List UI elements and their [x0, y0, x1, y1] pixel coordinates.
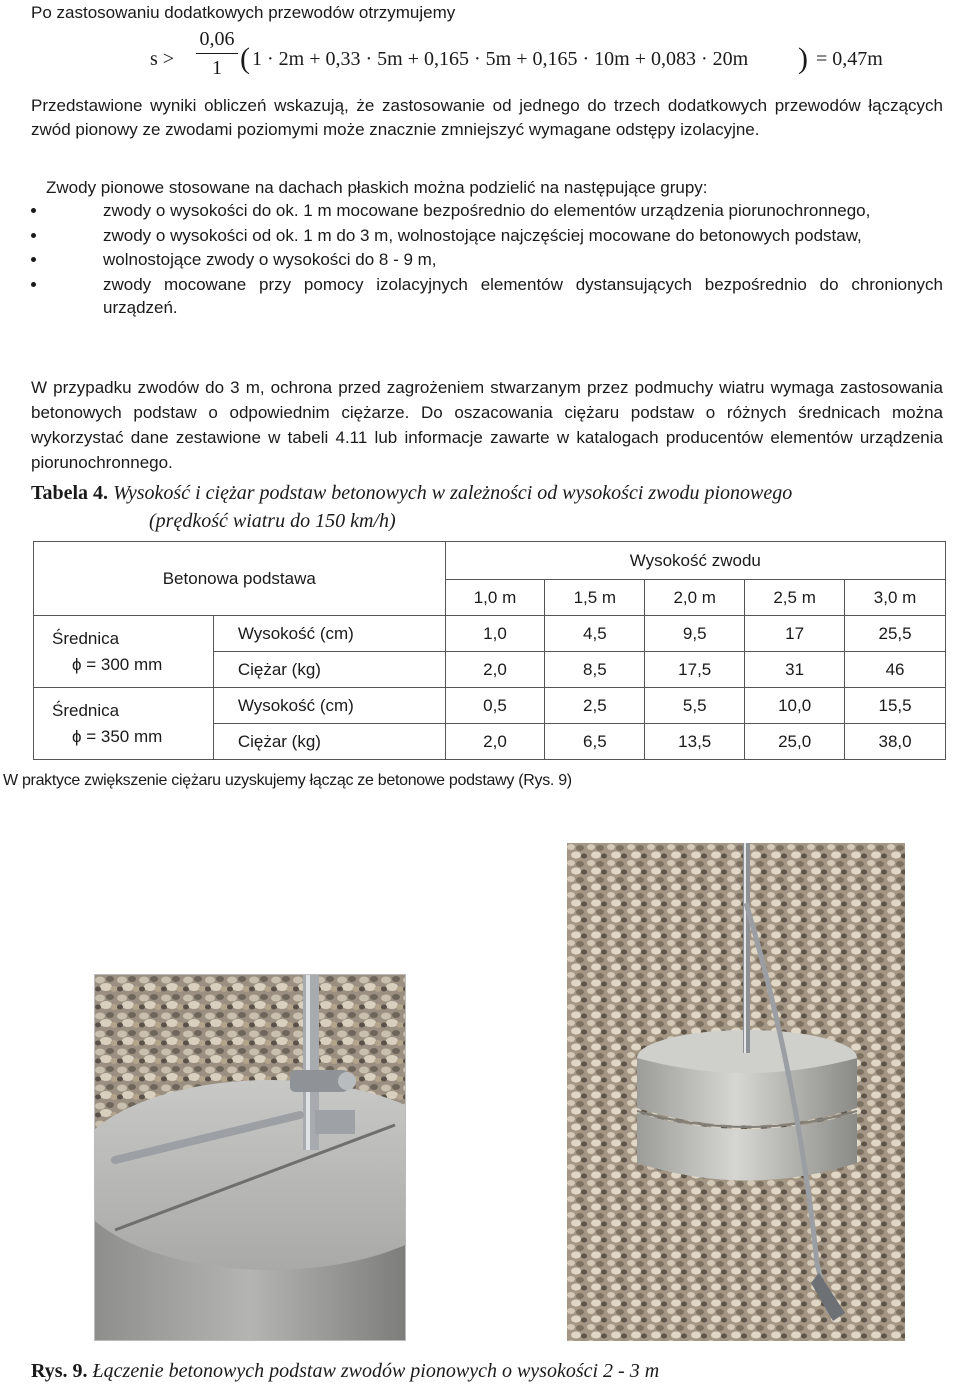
row-label: Wysokość (cm) — [213, 688, 445, 724]
table-cell: 2,5 — [545, 688, 645, 724]
table-cell: 5,5 — [645, 688, 745, 724]
formula-fraction — [196, 28, 238, 80]
bullet-icon — [31, 208, 36, 213]
table-cell: 31 — [745, 652, 845, 688]
list-item: zwody o wysokości do ok. 1 m mocowane bezpośrednio do elementów urządzenia piorunochronnego, — [31, 199, 943, 223]
data-table — [33, 541, 946, 760]
table-caption-title: Wysokość i ciężar podstaw betonowych w zależności od wysokości zwodu pionowego — [113, 482, 793, 504]
formula-denominator: 1 — [212, 57, 222, 79]
row-label: Ciężar (kg) — [213, 724, 445, 760]
row-label: Wysokość (cm) — [213, 616, 445, 652]
table-cell: 17 — [745, 616, 845, 652]
table-corner-cell: Betonowa podstawa — [34, 542, 446, 616]
table-cell: 2,0 — [445, 652, 545, 688]
list-item: zwody mocowane przy pomocy izolacyjnych elementów dystansujących bezpośrednio do chronionych urządzeń. — [31, 273, 943, 320]
formula-terms: 1 · 2m + 0,33 · 5m + 0,165 · 5m + 0,165 · 10m + 0,083 · 20m — [252, 48, 749, 70]
paragraph-2: W przypadku zwodów do 3 m, ochrona przed zagrożeniem stwarzanym przez podmuchy wiatru wymaga zastosowania betonowych podstaw o odpowiednim ciężarze. Do oszacowania ciężaru podstaw o różnych średnicach można wykorzystać dane zestawione w tabeli 4.11 lub informacje zawarte w katalogach producentów elementów urządzenia piorunochronnego. — [31, 378, 943, 472]
formula-open-paren: ( — [240, 42, 250, 75]
formula-lhs: s > — [150, 48, 175, 70]
table-cell: 9,5 — [645, 616, 745, 652]
formula — [150, 28, 940, 90]
figure-caption — [31, 1360, 659, 1383]
table-row — [34, 688, 946, 724]
table-cell: 25,5 — [845, 616, 946, 652]
list-item: zwody o wysokości od ok. 1 m do 3 m, wolnostojące najczęściej mocowane do betonowych podstaw, — [31, 224, 943, 248]
table-header-cell: 3,0 m — [845, 580, 946, 616]
table-header-cell: 1,0 m — [445, 580, 545, 616]
groups-intro: Zwody pionowe stosowane na dachach płaskich można podzielić na następujące grupy: — [46, 178, 708, 197]
paragraph-1: Przedstawione wyniki obliczeń wskazują, że zastosowanie od jednego do trzech dodatkowych przewodów łączących zwód pionowy ze zwodami poziomymi może znacznie zmniejszyć wymagane odstępy izolacyjne. — [31, 96, 943, 139]
figure-caption-label: Rys. 9. — [31, 1360, 88, 1382]
table-caption-subtitle: (prędkość wiatru do 150 km/h) — [149, 510, 396, 532]
photo-stacked-bases-image — [567, 843, 905, 1341]
table-caption — [31, 482, 792, 505]
table-cell: 15,5 — [845, 688, 946, 724]
photo-stacked-bases — [567, 843, 905, 1341]
table-cell: 0,5 — [445, 688, 545, 724]
table-cell: 17,5 — [645, 652, 745, 688]
intro-line: Po zastosowaniu dodatkowych przewodów otrzymujemy — [31, 3, 456, 22]
table-cell: 4,5 — [545, 616, 645, 652]
table-cell: 46 — [845, 652, 946, 688]
list-item: wolnostojące zwody o wysokości do 8 - 9 m, — [31, 248, 943, 272]
diameter-cell: Średnica ϕ = 300 mm — [34, 616, 214, 688]
table-group-header: Wysokość zwodu — [445, 542, 945, 580]
formula-close-paren: ) — [798, 42, 808, 75]
table-caption-label: Tabela 4. — [31, 482, 109, 504]
diameter-cell: Średnica ϕ = 350 mm — [34, 688, 214, 760]
row-label: Ciężar (kg) — [213, 652, 445, 688]
table-header-row — [34, 542, 946, 580]
bullet-icon — [31, 257, 36, 262]
bullet-list — [31, 199, 943, 320]
table-cell: 1,0 — [445, 616, 545, 652]
table-row — [34, 616, 946, 652]
table-cell: 2,0 — [445, 724, 545, 760]
bullet-icon — [31, 282, 36, 287]
table-cell: 25,0 — [745, 724, 845, 760]
after-table-text: W praktyce zwiększenie ciężaru uzyskujemy łącząc ze betonowe podstawy (Rys. 9) — [3, 772, 572, 789]
figure-caption-text: Łączenie betonowych podstaw zwodów pionowych o wysokości 2 - 3 m — [92, 1360, 660, 1382]
table-header-cell: 2,0 m — [645, 580, 745, 616]
bullet-icon — [31, 233, 36, 238]
photo-concrete-base-clamp-image — [95, 975, 405, 1340]
table-cell: 8,5 — [545, 652, 645, 688]
formula-numerator: 0,06 — [196, 28, 238, 54]
table-cell: 38,0 — [845, 724, 946, 760]
table-header-cell: 2,5 m — [745, 580, 845, 616]
formula-result: = 0,47m — [816, 48, 883, 70]
table-cell: 13,5 — [645, 724, 745, 760]
table-cell: 10,0 — [745, 688, 845, 724]
table-cell: 6,5 — [545, 724, 645, 760]
table-header-cell: 1,5 m — [545, 580, 645, 616]
photo-concrete-base-clamp — [94, 974, 406, 1341]
